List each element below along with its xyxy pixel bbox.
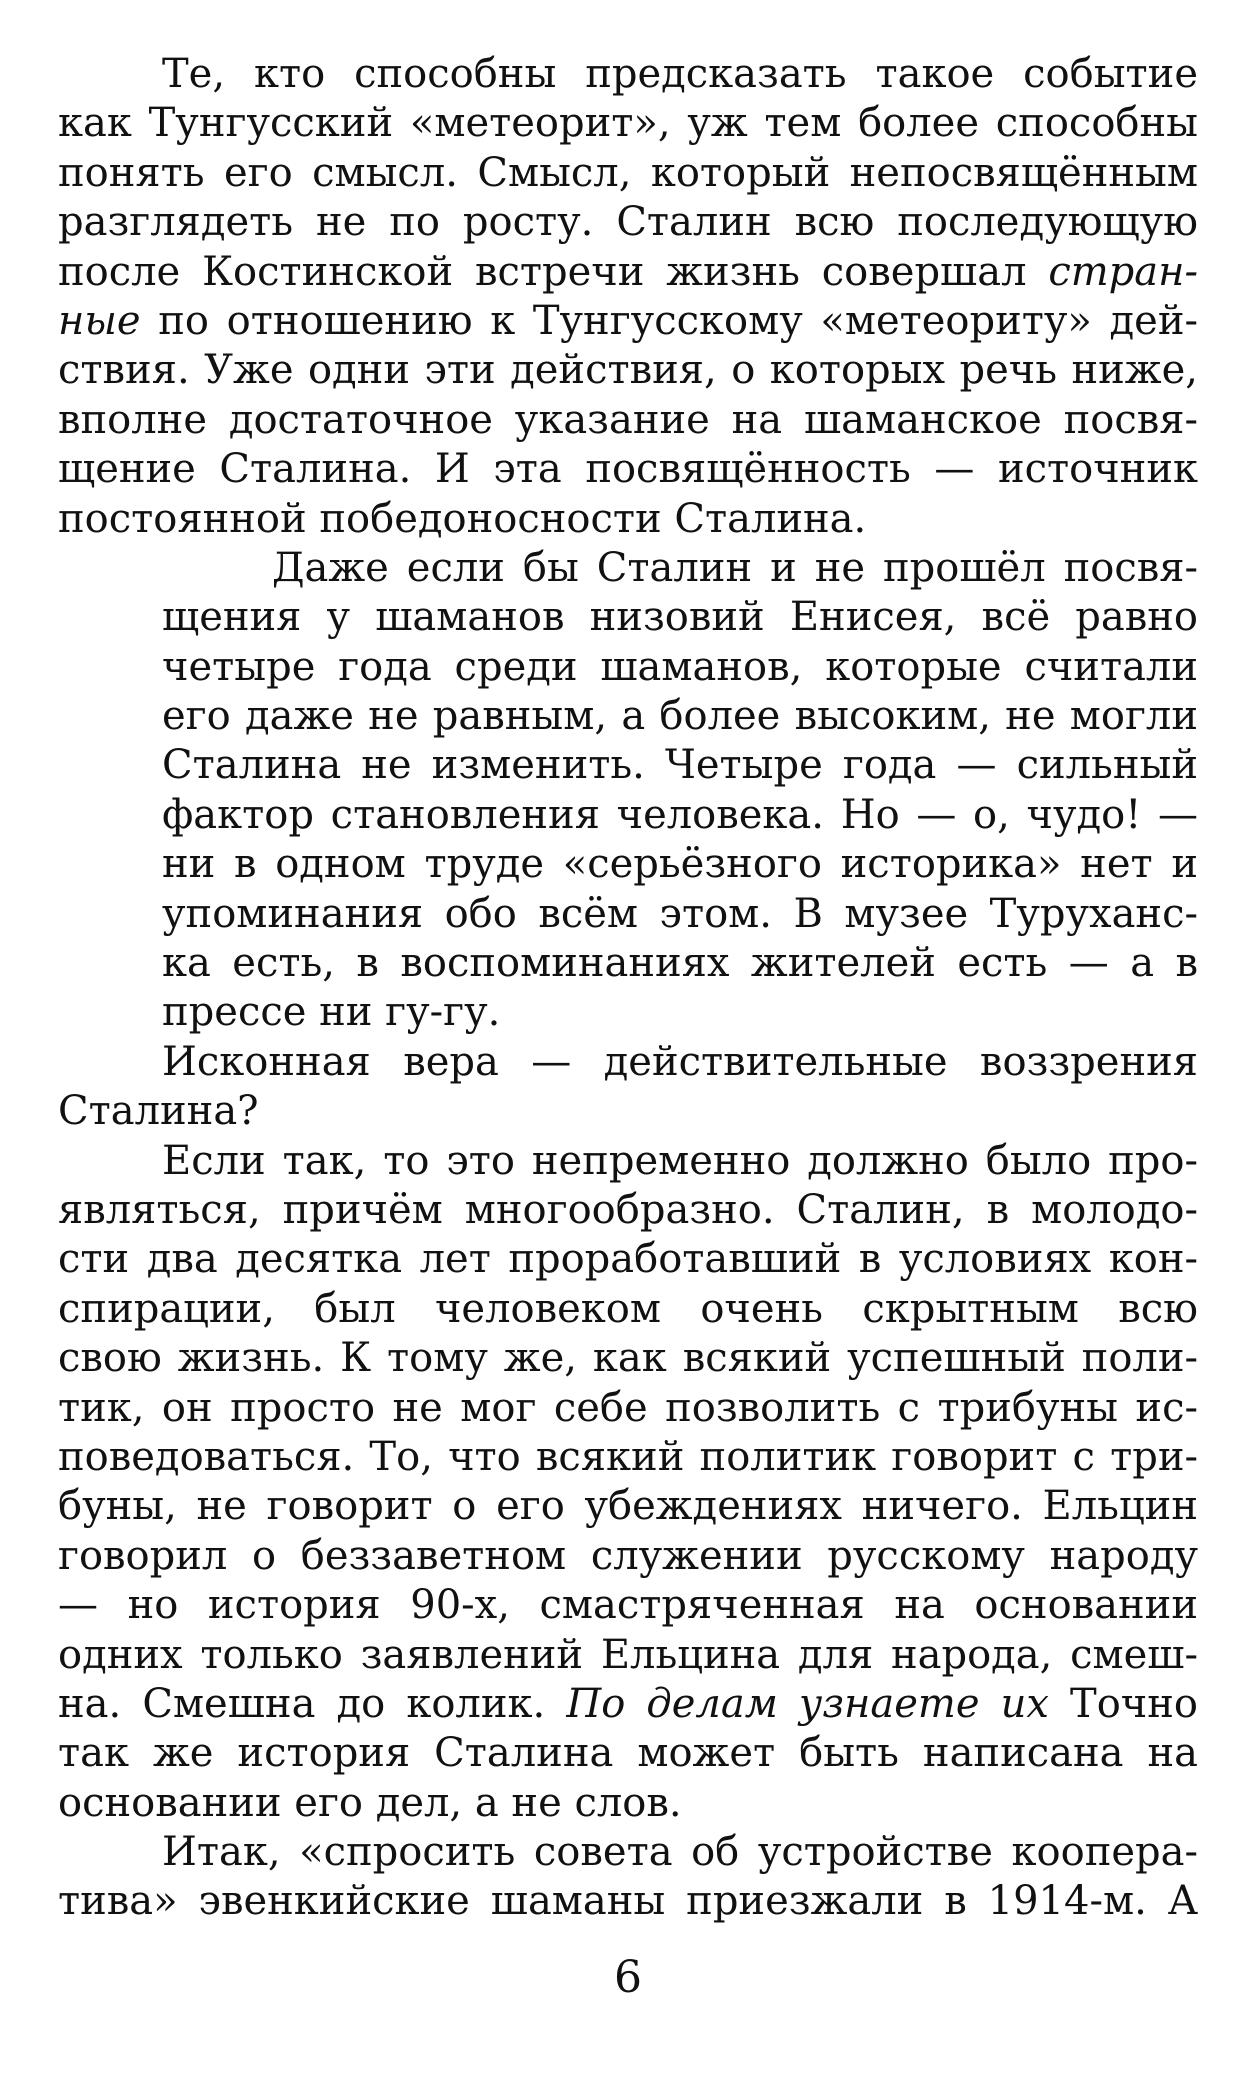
text-line [58,593,1198,642]
text-line [58,1433,1198,1482]
line-text: являться, причём многообразно. Сталин, в молодо- [58,1186,1198,1233]
line-text: Если так, то это непременно должно было про- [162,1137,1198,1184]
line-text: основании его дел, а не слов. [58,1779,682,1826]
text-line [58,741,1198,790]
text-line [58,840,1198,889]
text-line [58,297,1198,346]
line-text: ни в одном труде «серьёзного историка» нет и [162,841,1198,888]
text-line [58,1828,1198,1877]
line-text: тик, он просто не мог себе позволить с трибуны ис- [58,1384,1198,1431]
text-line [58,1384,1198,1433]
text-line [58,1186,1198,1235]
text-line [58,445,1198,494]
line-text: его даже не равным, а более высоким, не могли [162,693,1198,740]
text-line [58,1532,1198,1581]
text-line [58,1285,1198,1334]
text-line [58,1680,1198,1729]
line-text: после Костинской встречи жизнь совершал [58,248,1027,295]
text-line [58,396,1198,445]
line-text: понять его смысл. Смысл, который непосвящённым [58,149,1198,196]
text-line [58,791,1198,840]
line-text: Сталина? [58,1088,259,1135]
line-text: — но история 90-х, смастряченная на основании [58,1582,1198,1629]
line-text: Те, кто способны предсказать такое событие [162,51,1198,97]
text-line [58,1087,1198,1136]
line-text: ка есть, в воспоминаниях жителей есть — а в [162,940,1198,987]
text-line [58,346,1198,395]
line-text: свою жизнь. К тому же, как всякий успешный поли- [58,1335,1198,1382]
text-line [58,1038,1198,1087]
line-text: так же история Сталина может быть написана на [58,1730,1198,1777]
line-text: поведоваться. То, что всякий политик говорит с три- [58,1433,1198,1480]
line-text: буны, не говорит о его убеждениях ничего. Ельцин [58,1483,1198,1530]
text-line [58,495,1198,544]
line-text: щение Сталина. И эта посвящённость — источник [58,446,1198,493]
text-line [58,99,1198,148]
line-text: по отношению к Тунгусскому «метеориту» дей- [158,297,1198,344]
text-line [58,692,1198,741]
line-text: ствия. Уже одни эти действия, о которых речь ниже, [58,347,1198,394]
text-line [58,1137,1198,1186]
italic-text: По делам узнаете их [566,1680,1049,1727]
text-line [58,1581,1198,1630]
text-line [58,939,1198,988]
text-line [58,1482,1198,1531]
line-text: четыре года среди шаманов, которые считали [162,643,1198,690]
text-line [58,50,1198,99]
italic-text: стран- [1048,248,1198,295]
text-line [58,1334,1198,1383]
line-text: спирации, был человеком очень скрытным всю [58,1285,1198,1332]
text-line [58,988,1198,1037]
text-line [58,198,1198,247]
line-text: Точно [1070,1680,1198,1727]
line-text: разглядеть не по росту. Сталин всю последующую [58,199,1198,246]
text-line [58,149,1198,198]
line-text: постоянной победоносности Сталина. [58,495,867,542]
line-text: Даже если бы Сталин и не прошёл посвя- [272,544,1198,591]
text-line [58,1235,1198,1284]
line-text: сти два десятка лет проработавший в условиях кон- [58,1236,1198,1283]
text-line [58,248,1198,297]
line-text: тива» эвенкийские шаманы приезжали в 1914-м. А [58,1878,1198,1925]
line-text: щения у шаманов низовий Енисея, всё равно [162,594,1198,641]
line-text: одних только заявлений Ельцина для народа, смеш- [58,1631,1198,1678]
text-line [58,1779,1198,1828]
line-text: фактор становления человека. Но — о, чудо! — [162,791,1198,838]
line-text: Итак, «спросить совета об устройстве коопера- [162,1829,1198,1876]
text-line [58,1631,1198,1680]
line-text: на. Смешна до колик. [58,1680,546,1727]
line-text: говорил о беззаветном служении русскому народу [58,1532,1198,1579]
line-text: как Тунгусский «метеорит», уж тем более способны [58,100,1198,147]
line-text: вполне достаточное указание на шаманское посвя- [58,396,1198,443]
page-body [58,50,1198,1927]
page-number: 6 [614,1952,642,2003]
text-line [58,1729,1198,1778]
text-line [58,544,1198,593]
line-text: упоминания обо всём этом. В музее Туруханс- [162,890,1198,937]
line-text: прессе ни гу-гу. [162,989,501,1036]
line-text: Сталина не изменить. Четыре года — сильный [162,742,1198,789]
text-line [58,1877,1198,1926]
italic-text: ные [58,297,141,344]
line-text: Исконная вера — действительные воззрения [162,1038,1198,1085]
text-line [58,890,1198,939]
text-line [58,643,1198,692]
